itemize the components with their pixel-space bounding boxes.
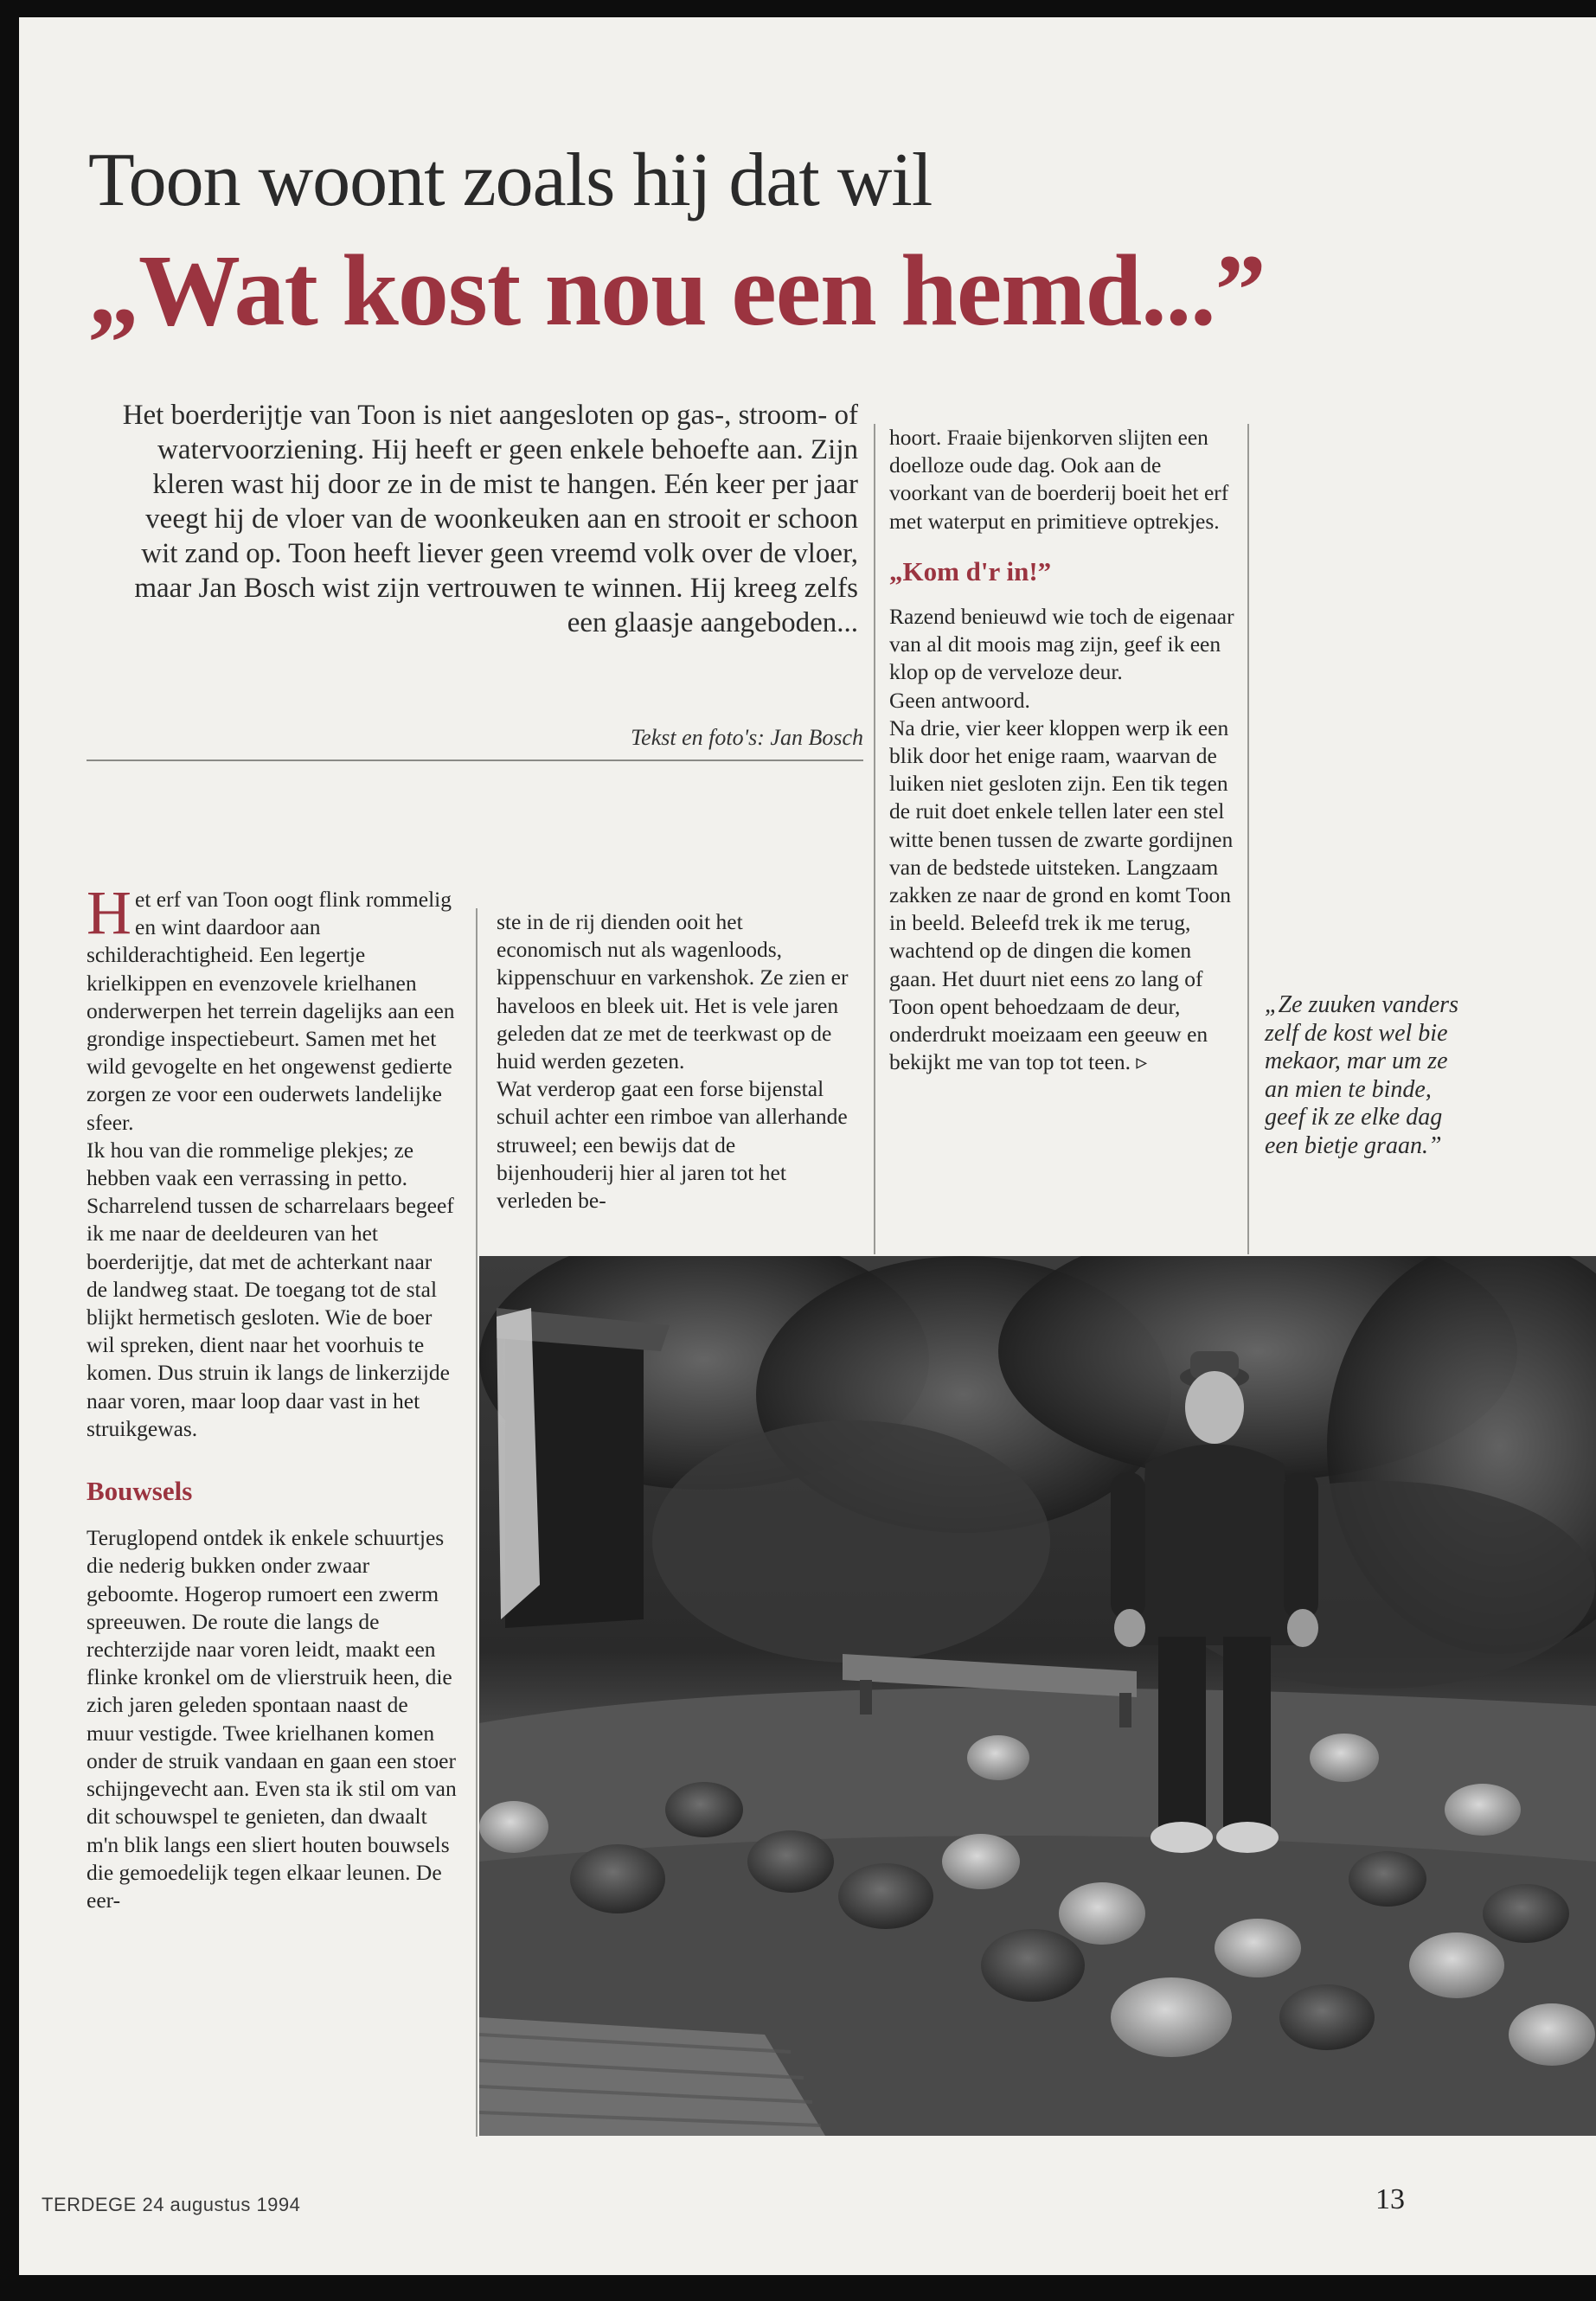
body-paragraph: Het erf van Toon oogt flink rommelig en wint daardoor aan schilderachtigheid. Een legertje krielkippen en evenzovele krielhanen onderwerpen het terrein dagelijks aan een grondige inspectiebeurt. Samen met het wild gevogelte en het ongewenst gedierte zorgen ze voor een ouderwets landelijke sfeer. (87, 878, 455, 1135)
article-credit: Tekst en foto's: Jan Bosch (631, 725, 863, 750)
article-intro: Het boerderijtje van Toon is niet aangesloten op gas-, stroom- of watervoorziening. Hij heeft er geen enkele behoefte aan. Zijn kleren wast hij door ze in de mist te hangen. Eén keer per jaar veegt hij de vloer van de woonkeuken aan en strooit er schoon wit zand op. Toon heeft liever geen vreemd volk over de vloer, maar Jan Bosch wist zijn vertrouwen te winnen. Hij kreeg zelfs een glaasje aangeboden... (122, 400, 858, 638)
pull-quote: „Ze zuuken vanders zelf de kost wel bie mekaor, mar um ze an mien te binde, geef ik ze elke dag een bietje graan.” (1265, 991, 1458, 1159)
photo-man-with-chickens (479, 1256, 1596, 2136)
body-column-3 (889, 424, 1235, 1076)
article-photo (479, 1256, 1596, 2136)
section-subhead: Bouwsels (87, 1476, 193, 1507)
body-paragraph: ste in de rij dienden ooit het economisch nut als wagenloods, kippenschuur en varkenshok. Ze zien er haveloos en bleek uit. Het is vele jaren geleden dat ze met de teerkwast op de huid werden gezeten. (497, 909, 849, 1074)
section-subhead: „Kom d'r in!” (889, 555, 1052, 586)
column-divider (1247, 424, 1249, 1254)
column-divider (874, 424, 875, 1254)
article-kicker: Toon woont zoals hij dat wil (88, 138, 933, 222)
body-paragraph: Razend benieuwd wie toch de eigenaar van al dit moois mag zijn, geef ik een klop op de verveloze deur. (889, 604, 1234, 685)
intro-divider (87, 760, 863, 761)
body-column-2 (497, 908, 851, 1215)
drop-cap: H (87, 878, 131, 947)
body-paragraph: Na drie, vier keer kloppen werp ik een blik door het enige raam, waarvan de luiken niet gesloten zijn. Een tik tegen de ruit doet enkele tellen later een stel witte benen tussen de zwarte gordijnen van de bedstede uitsteken. Langzaam zakken ze naar de grond en komt Toon in beeld. Beleefd trek ik me terug, wachtend op de dingen die komen gaan. Het duurt niet eens zo lang of Toon opent behoedzaam de deur, onderdrukt moeizaam een geeuw en bekijkt me van top tot teen. ▹ (889, 715, 1234, 1075)
body-paragraph: Geen antwoord. (889, 687, 1030, 713)
column-divider (476, 908, 478, 2137)
body-column-1 (87, 878, 457, 1914)
body-paragraph: Teruglopend ontdek ik enkele schuurtjes die nederig bukken onder zwaar geboomte. Hogerop rumoert een zwerm spreeuwen. De route die langs de rechterzijde naar voren leidt, maakt een flinke kronkel om de vlierstruik heen, die zich jaren geleden spontaan naast de muur vestigde. Twee krielhanen komen onder de struik vandaan en gaan een stoer schijngevecht aan. Even sta ik stil om van dit schouwspel te genieten, dan dwaalt m'n blik langs een sliert houten bouwsels die gemoedelijk tegen elkaar leunen. De eer- (87, 1525, 457, 1913)
body-paragraph: hoort. Fraaie bijenkorven slijten een doelloze oude dag. Ook aan de voorkant van de boerderij boeit het erf met waterput en primitieve optrekjes. (889, 425, 1229, 534)
body-paragraph: Wat verderop gaat een forse bijenstal schuil achter een rimboe van allerhande struweel; een bewijs dat de bijenhouderij hier al jaren tot het verleden be- (497, 1076, 848, 1214)
page-number: 13 (1375, 2183, 1405, 2215)
footer-publication: TERDEGE 24 augustus 1994 (42, 2194, 301, 2215)
body-paragraph: Ik hou van die rommelige plekjes; ze hebben vaak een verrassing in petto. Scharrelend tussen de scharrelaars begeef ik me naar de deeldeuren van het boerderijtje, dat met de achterkant naar de landweg staat. De toegang tot de stal blijkt hermetisch gesloten. Wie de boer wil spreken, dient naar het voorhuis te komen. Dus struin ik langs de linkerzijde naar voren, maar loop daar vast in het struikgewas. (87, 1137, 454, 1441)
magazine-page (19, 17, 1596, 2275)
article-headline: „Wat kost nou een hemd...” (88, 234, 1266, 347)
